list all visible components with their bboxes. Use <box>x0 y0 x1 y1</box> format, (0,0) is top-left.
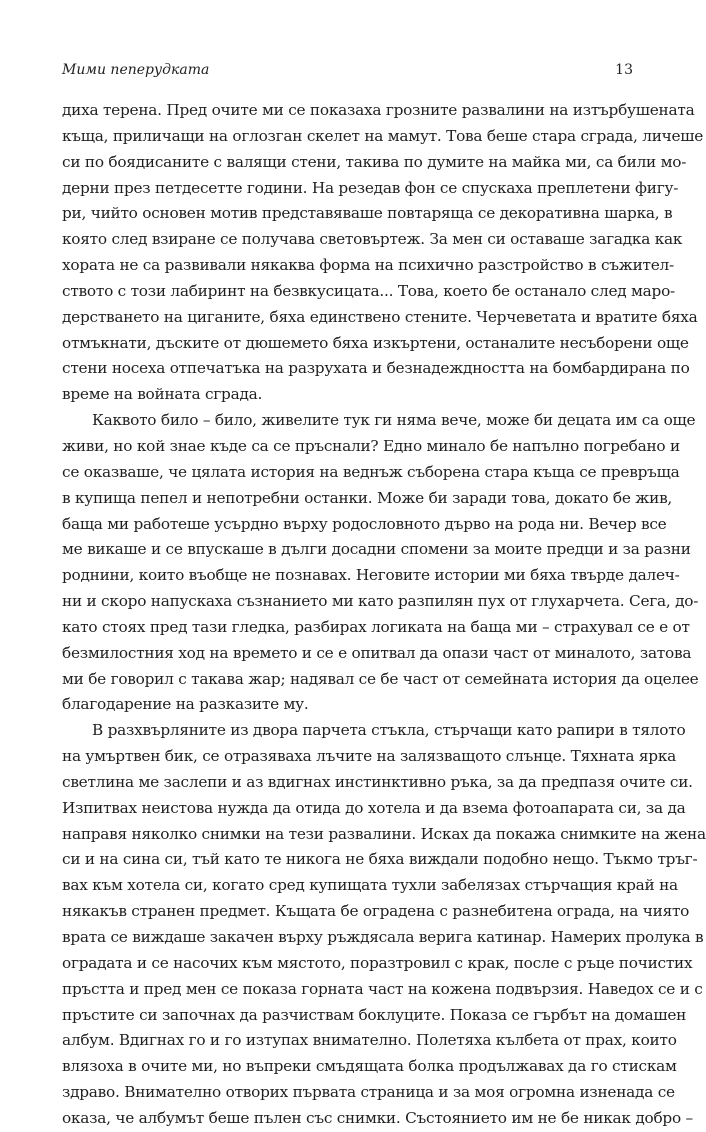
page-number: 13 <box>615 62 633 78</box>
text-line: диха терена. Пред очите ми се показаха грозните развалини на изтърбушената <box>62 101 695 119</box>
text-line: която след взиране се получава световъртеж. За мен си оставаше загадка как <box>62 230 683 249</box>
text-line: безмилостния ход на времето и се е опитвал да опази част от миналото, затова <box>62 643 692 662</box>
text-line: време на войната сграда. <box>62 385 263 404</box>
book-page <box>62 62 706 1127</box>
text-line: дерни през петдесетте години. На резедав фон се спускаха преплетени фигу- <box>62 178 679 197</box>
text-line: си и на сина си, тъй като те никога не бяха виждали подобно нещо. Тъкмо тръг- <box>62 850 698 869</box>
text-line: баща ми работеше усърдно върху родословното дърво на рода ни. Вечер все <box>62 514 667 533</box>
text-line: отмъкнати, дъските от дюшемето бяха изкъртени, останалите несъборени още <box>62 333 689 352</box>
text-line: някакъв странен предмет. Къщата бе оградена с разнебитена ограда, на чиято <box>62 902 690 921</box>
text-line: благодарение на разказите му. <box>62 695 309 714</box>
running-title: Мими пеперудката <box>62 62 210 78</box>
text-line: оградата и се насочих към мястото, поразтровил с крак, после с ръце почистих <box>62 953 693 972</box>
text-line: албум. Вдигнах го и го изтупах внимателно. Полетяха кълбета от прах, които <box>62 1031 677 1050</box>
text-line: в купища пепел и непотребни останки. Може би заради това, докато бе жив, <box>62 488 673 507</box>
text-line: Каквото било – било, живелите тук ги няма вече, може би децата им са още <box>92 411 696 430</box>
text-line: дерстването на циганите, бяха единствено стените. Черчеветата и вратите бяха <box>62 307 698 326</box>
text-line: стени носеха отпечатъка на разрухата и безнадеждността на бомбардирана по <box>62 359 690 378</box>
paragraph <box>62 718 706 1132</box>
text-line: ни и скоро напускаха съзнанието ми като разпилян пух от глухарчета. Сега, до- <box>62 592 699 611</box>
text-line: хората не са развивали някаква форма на психично разстройство в съжител- <box>62 256 674 275</box>
text-line: вах към хотела си, когато сред купищата тухли забелязах стърчащия край на <box>62 876 678 895</box>
text-line: пръстите си започнах да разчиствам боклуците. Показа се гърбът на домашен <box>62 1005 687 1024</box>
text-line: ри, чийто основен мотив представяваше повтаряща се декоративна шарка, в <box>62 204 673 223</box>
text-line: врата се виждаше закачен върху ръждясала верига катинар. Намерих пролука в <box>62 928 704 946</box>
body-text <box>62 98 706 1132</box>
text-line: на умъртвен бик, се отразяваха лъчите на залязващото слънце. Тяхната ярка <box>62 747 677 766</box>
text-line: къща, приличащи на оглозган скелет на мамут. Това беше стара сграда, личеше <box>62 126 704 145</box>
text-line: си по боядисаните с валящи стени, такива по думите на майка ми, са били мо- <box>62 152 687 171</box>
text-line: здраво. Внимателно отворих първата страница и за моя огромна изненада се <box>62 1083 675 1102</box>
text-line: пръстта и пред мен се показа горната част на кожена подвързия. Наведох се и с <box>62 979 703 998</box>
text-line: се оказваше, че цялата история на веднъж съборена стара къща се превръща <box>62 462 680 481</box>
text-line: Изпитвах неистова нужда да отида до хотела и да взема фотоапарата си, за да <box>62 798 686 817</box>
text-line: живи, но кой знае къде са се пръснали? Едно минало бе напълно погребано и <box>62 436 680 455</box>
text-line: ми бе говорил с такава жар; надявал се бе част от семейната история да оцелее <box>62 669 699 688</box>
text-line: оказа, че албумът беше пълен със снимки. Състоянието им не бе никак добро – <box>62 1108 693 1127</box>
text-line: В разхвърляните из двора парчета стъкла, стърчащи като рапири в тялото <box>92 721 686 740</box>
text-line: като стоях пред тази гледка, разбирах логиката на баща ми – страхувал се е от <box>62 617 690 636</box>
paragraph <box>62 408 699 718</box>
paragraph <box>62 98 704 408</box>
text-line: ството с този лабиринт на безвкусицата... Това, което бе останало след маро- <box>62 281 675 300</box>
text-line: влязоха в очите ми, но въпреки смъдящата болка продължавах да го стискам <box>62 1057 677 1076</box>
page-header <box>62 62 633 84</box>
text-line: светлина ме заслепи и аз вдигнах инстинктивно ръка, за да предпазя очите си. <box>62 772 693 791</box>
text-line: роднини, които въобще не познавах. Неговите истории ми бяха твърде далеч- <box>62 566 680 585</box>
text-line: направя няколко снимки на тези развалини. Исках да покажа снимките на жена <box>62 824 706 843</box>
text-line: ме викаше и се впускаше в дълги досадни спомени за моите предци и за разни <box>62 540 691 559</box>
